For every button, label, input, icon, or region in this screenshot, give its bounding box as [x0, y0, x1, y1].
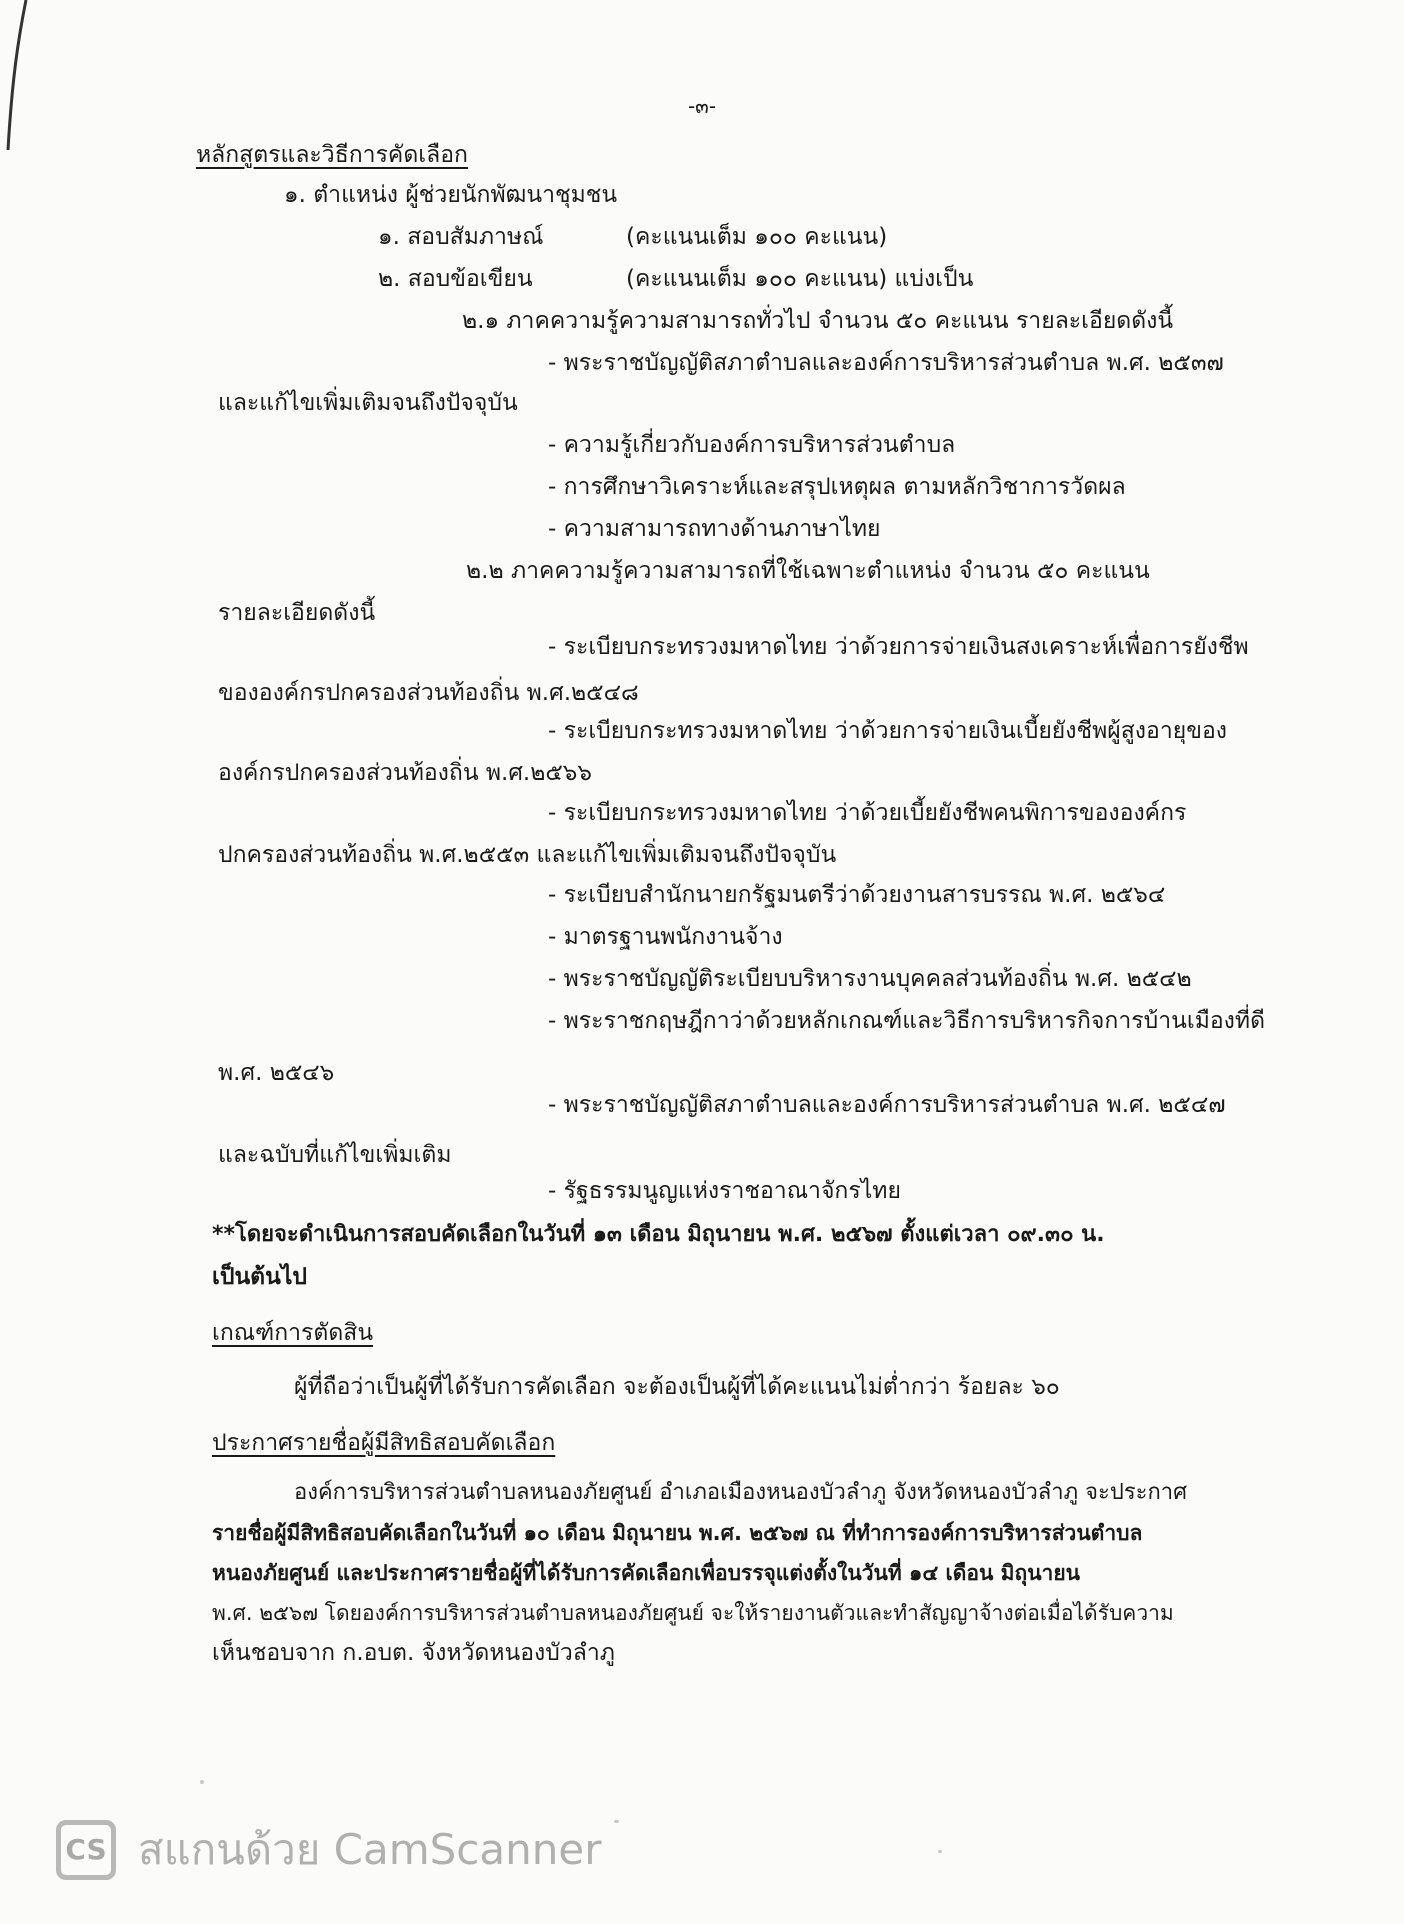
exam-1-score: (คะแนนเต็ม ๑๐๐ คะแนน) — [626, 224, 888, 250]
exam-date-note-continuation: เป็นต้นไป — [212, 1264, 308, 1290]
list-item: - พระราชกฤษฎีกาว่าด้วยหลักเกณฑ์และวิธีการบริหารกิจการบ้านเมืองที่ดี — [548, 1008, 1266, 1034]
scan-speck — [200, 1780, 204, 1784]
exam-2-score: (คะแนนเต็ม ๑๐๐ คะแนน) แบ่งเป็น — [626, 266, 974, 292]
part-2-2-heading: ๒.๒ ภาคความรู้ความสามารถที่ใช้เฉพาะตำแหน่ง จำนวน ๕๐ คะแนน — [466, 558, 1150, 584]
list-item-continuation: พ.ศ. ๒๕๔๖ — [218, 1060, 335, 1086]
announce-line: พ.ศ. ๒๕๖๗ โดยองค์การบริหารส่วนตำบลหนองภัยศูนย์ จะให้รายงานตัวและทำสัญญาจ้างต่อเมื่อได้รับความ — [212, 1601, 1174, 1625]
list-item: - รัฐธรรมนูญแห่งราชอาณาจักรไทย — [548, 1178, 901, 1204]
camscanner-logo: CS — [56, 1820, 116, 1880]
camscanner-watermark: สแกนด้วย CamScanner — [138, 1825, 602, 1874]
list-item: - ระเบียบกระทรวงมหาดไทย ว่าด้วยการจ่ายเงินสงเคราะห์เพื่อการยังชีพ — [548, 634, 1249, 660]
part-2-1-heading: ๒.๑ ภาคความรู้ความสามารถทั่วไป จำนวน ๕๐ คะแนน รายละเอียดดังนี้ — [462, 308, 1174, 334]
announce-line: หนองภัยศูนย์ และประกาศรายชื่อผู้ที่ได้รับการคัดเลือกเพื่อบรรจุแต่งตั้งในวันที่ ๑๔ เดือน มิถุนายน — [212, 1561, 1081, 1585]
list-item-continuation: ปกครองส่วนท้องถิ่น พ.ศ.๒๕๕๓ และแก้ไขเพิ่มเติมจนถึงปัจจุบัน — [218, 842, 837, 868]
list-item-continuation: และแก้ไขเพิ่มเติมจนถึงปัจจุบัน — [218, 390, 518, 416]
scan-speck — [614, 1820, 619, 1823]
scan-speck — [938, 1850, 942, 1853]
list-item-continuation: องค์กรปกครองส่วนท้องถิ่น พ.ศ.๒๕๖๖ — [218, 760, 593, 786]
part-2-2-heading-continuation: รายละเอียดดังนี้ — [218, 600, 376, 626]
announce-line: องค์การบริหารส่วนตำบลหนองภัยศูนย์ อำเภอเมืองหนองบัวลำภู จังหวัดหนองบัวลำภู จะประกาศ — [294, 1480, 1188, 1505]
page-number: -๓- — [687, 94, 717, 118]
list-item: - มาตรฐานพนักงานจ้าง — [548, 924, 783, 950]
list-item: - การศึกษาวิเคราะห์และสรุปเหตุผล ตามหลักวิชาการวัดผล — [548, 474, 1126, 500]
list-item-continuation: ขององค์กรปกครองส่วนท้องถิ่น พ.ศ.๒๕๔๘ — [218, 680, 639, 706]
exam-1-name: ๑. สอบสัมภาษณ์ — [378, 224, 544, 250]
list-item: - ความสามารถทางด้านภาษาไทย — [548, 516, 881, 542]
criteria-text: ผู้ที่ถือว่าเป็นผู้ที่ได้รับการคัดเลือก จะต้องเป็นผู้ที่ได้คะแนนไม่ต่ำกว่า ร้อยละ ๖๐ — [294, 1374, 1060, 1400]
list-item: - พระราชบัญญัติสภาตำบลและองค์การบริหารส่วนตำบล พ.ศ. ๒๕๔๗ — [548, 1092, 1226, 1118]
list-item: - พระราชบัญญัติระเบียบบริหารงานบุคคลส่วนท้องถิ่น พ.ศ. ๒๕๔๒ — [548, 966, 1192, 992]
list-item: - พระราชบัญญัติสภาตำบลและองค์การบริหารส่วนตำบล พ.ศ. ๒๕๓๗ — [548, 350, 1224, 376]
exam-2-name: ๒. สอบข้อเขียน — [378, 266, 533, 292]
announce-title: ประกาศรายชื่อผู้มีสิทธิสอบคัดเลือก — [212, 1430, 556, 1456]
exam-date-note: **โดยจะดำเนินการสอบคัดเลือกในวันที่ ๑๓ เดือน มิถุนายน พ.ศ. ๒๕๖๗ ตั้งแต่เวลา ๐๙.๓๐ น. — [212, 1222, 1105, 1247]
list-item: - ระเบียบกระทรวงมหาดไทย ว่าด้วยการจ่ายเงินเบี้ยยังชีพผู้สูงอายุของ — [548, 718, 1228, 744]
list-item: - ระเบียบสำนักนายกรัฐมนตรีว่าด้วยงานสารบรรณ พ.ศ. ๒๕๖๔ — [548, 882, 1166, 908]
list-item: - ความรู้เกี่ยวกับองค์การบริหารส่วนตำบล — [548, 432, 956, 458]
scan-edge-mark — [4, 0, 34, 150]
list-item-continuation: และฉบับที่แก้ไขเพิ่มเติม — [218, 1142, 452, 1168]
list-item: - ระเบียบกระทรวงมหาดไทย ว่าด้วยเบี้ยยังชีพคนพิการขององค์กร — [548, 800, 1187, 826]
criteria-title: เกณฑ์การตัดสิน — [212, 1320, 374, 1346]
announce-line: เห็นชอบจาก ก.อบต. จังหวัดหนองบัวลำภู — [212, 1640, 615, 1666]
section-title: หลักสูตรและวิธีการคัดเลือก — [196, 142, 468, 168]
announce-line: รายชื่อผู้มีสิทธิสอบคัดเลือกในวันที่ ๑๐ เดือน มิถุนายน พ.ศ. ๒๕๖๗ ณ ที่ทำการองค์การบริหารส่วนตำบล — [212, 1521, 1143, 1545]
position-line: ๑. ตำแหน่ง ผู้ช่วยนักพัฒนาชุมชน — [284, 182, 618, 208]
